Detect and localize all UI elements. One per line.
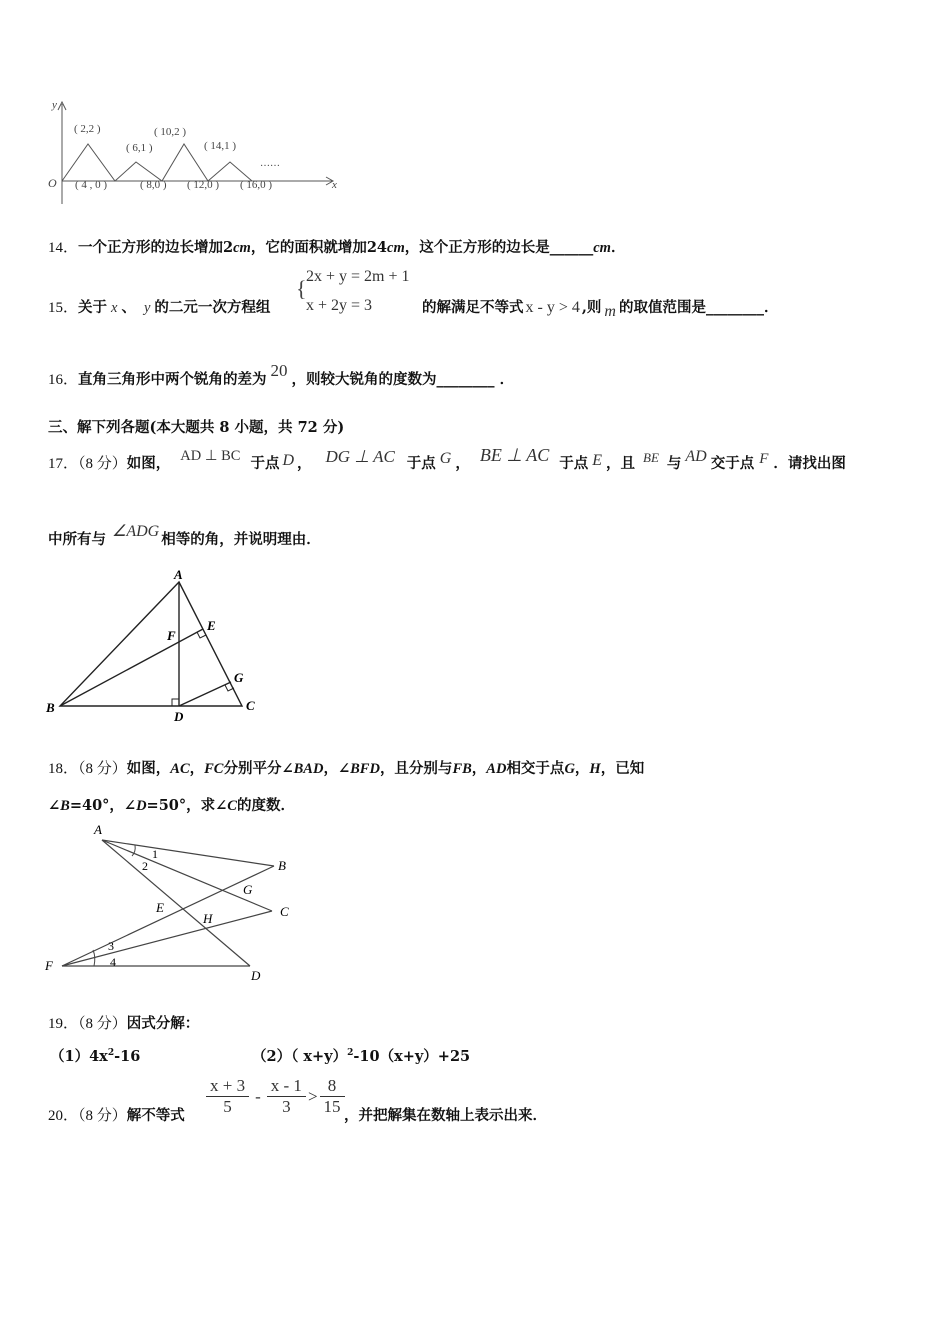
y-label: y bbox=[52, 99, 57, 111]
question-19: 19．（8 分）因式分解： bbox=[48, 1015, 200, 1032]
label-b: B bbox=[278, 858, 286, 873]
triangle-figure-17 bbox=[40, 566, 270, 726]
question-18: 18．（8 分）如图，AC，FC分别平分∠BAD，∠BFD，且分别与FB，AD相交于点G，H，已知 bbox=[48, 760, 645, 777]
zigzag-coordinate-figure bbox=[40, 96, 350, 211]
right-angle-mark bbox=[172, 699, 179, 706]
question-16: 16．直角三角形中两个锐角的差为 20 ，则较大锐角的度数为________ ． bbox=[48, 361, 515, 388]
question-17-line-2: 中所有与 ∠ADG 相等的角，并说明理由． bbox=[48, 523, 321, 548]
question-20-tail: ，并把解集在数轴上表示出来． bbox=[344, 1107, 547, 1124]
question-17: 17．（8 分）如图， AD ⊥ BC 于点 D ， DG ⊥ AC 于点 G ， BE ⊥ AC 于点 E ，且 BE 与 AD 交于点 F ．请找出图 bbox=[48, 445, 846, 472]
equation-1: 2x + y = 2m + 1 bbox=[306, 268, 410, 285]
triangle-abc bbox=[60, 582, 242, 706]
question-15-tail: 的解满足不等式 x - y > 4 ,则 m 的取值范围是________． bbox=[422, 299, 779, 320]
segment-ac bbox=[102, 840, 272, 911]
ellipsis-label: …… bbox=[260, 158, 280, 169]
point-label: ( 14,1 ) bbox=[204, 140, 237, 152]
x-label: x bbox=[332, 179, 337, 191]
system-brace: { bbox=[296, 276, 307, 301]
question-18-line-2: ∠B=40°，∠D=50°，求∠C的度数． bbox=[48, 797, 295, 814]
question-14: 14．一个正方形的边长增加2cm，它的面积就增加24cm，这个正方形的边长是______cm． bbox=[48, 239, 626, 256]
label-4: 4 bbox=[110, 955, 116, 969]
fraction-1: $\frac{x + 3}{5}$ bbox=[206, 1076, 249, 1117]
label-a: A bbox=[94, 822, 102, 837]
question-number: 15． bbox=[48, 300, 79, 316]
label-c: C bbox=[280, 904, 289, 919]
label-f: F bbox=[167, 628, 176, 643]
label-f: F bbox=[45, 958, 53, 973]
point-label: ( 16,0 ) bbox=[240, 179, 273, 191]
point-label: ( 4 , 0 ) bbox=[75, 179, 108, 191]
label-3: 3 bbox=[108, 939, 114, 953]
equation-2: x + 2y = 3 bbox=[306, 297, 373, 314]
label-c: C bbox=[246, 698, 255, 713]
label-e: E bbox=[207, 618, 216, 633]
label-h: H bbox=[203, 911, 213, 926]
section-heading: 三、解下列各题(本大题共 8 小题，共 72 分) bbox=[48, 419, 345, 436]
label-d: D bbox=[251, 968, 261, 983]
point-label: ( 8,0 ) bbox=[140, 179, 167, 191]
fraction-2: $\frac{x - 1}{3}$ bbox=[267, 1076, 306, 1117]
segment-be bbox=[60, 629, 203, 706]
label-1: 1 bbox=[152, 847, 158, 861]
question-15: 15．关于 x 、 y 的二元一次方程组 bbox=[48, 299, 271, 316]
inequality-expression: $\frac{x + 3}{5}$ - $\frac{x - 1}{3}$ > $\frac{8}{15}$ bbox=[206, 1076, 345, 1117]
label-2: 2 bbox=[142, 859, 148, 873]
fraction-3: $\frac{8}{15}$ bbox=[320, 1076, 345, 1117]
question-number: 16． bbox=[48, 372, 79, 388]
label-d: D bbox=[174, 709, 184, 724]
label-e: E bbox=[156, 900, 164, 915]
point-label: ( 2,2 ) bbox=[74, 123, 101, 135]
question-number: 14． bbox=[48, 240, 79, 256]
point-label: ( 6,1 ) bbox=[126, 142, 153, 154]
question-number: 20． bbox=[48, 1108, 79, 1124]
figure-18 bbox=[40, 820, 310, 985]
question-number: 17． bbox=[48, 456, 79, 472]
question-19-part-2: （2）（ x+y）$^2$-10（x+y）+25 bbox=[252, 1048, 471, 1065]
segment-dg bbox=[179, 682, 231, 706]
label-b: B bbox=[46, 700, 55, 715]
label-g: G bbox=[243, 882, 253, 897]
equation-system bbox=[296, 268, 426, 320]
question-number: 18． bbox=[48, 761, 79, 777]
question-20: 20．（8 分）解不等式 bbox=[48, 1107, 185, 1124]
point-label: ( 12,0 ) bbox=[187, 179, 220, 191]
angle-arc bbox=[132, 845, 135, 856]
label-g: G bbox=[234, 670, 244, 685]
point-label: ( 10,2 ) bbox=[154, 126, 187, 138]
origin-label: O bbox=[48, 176, 57, 190]
question-19-part-1: $(1)4x^2-16$ bbox=[50, 1048, 141, 1065]
label-a: A bbox=[174, 567, 183, 582]
question-number: 19． bbox=[48, 1016, 79, 1032]
